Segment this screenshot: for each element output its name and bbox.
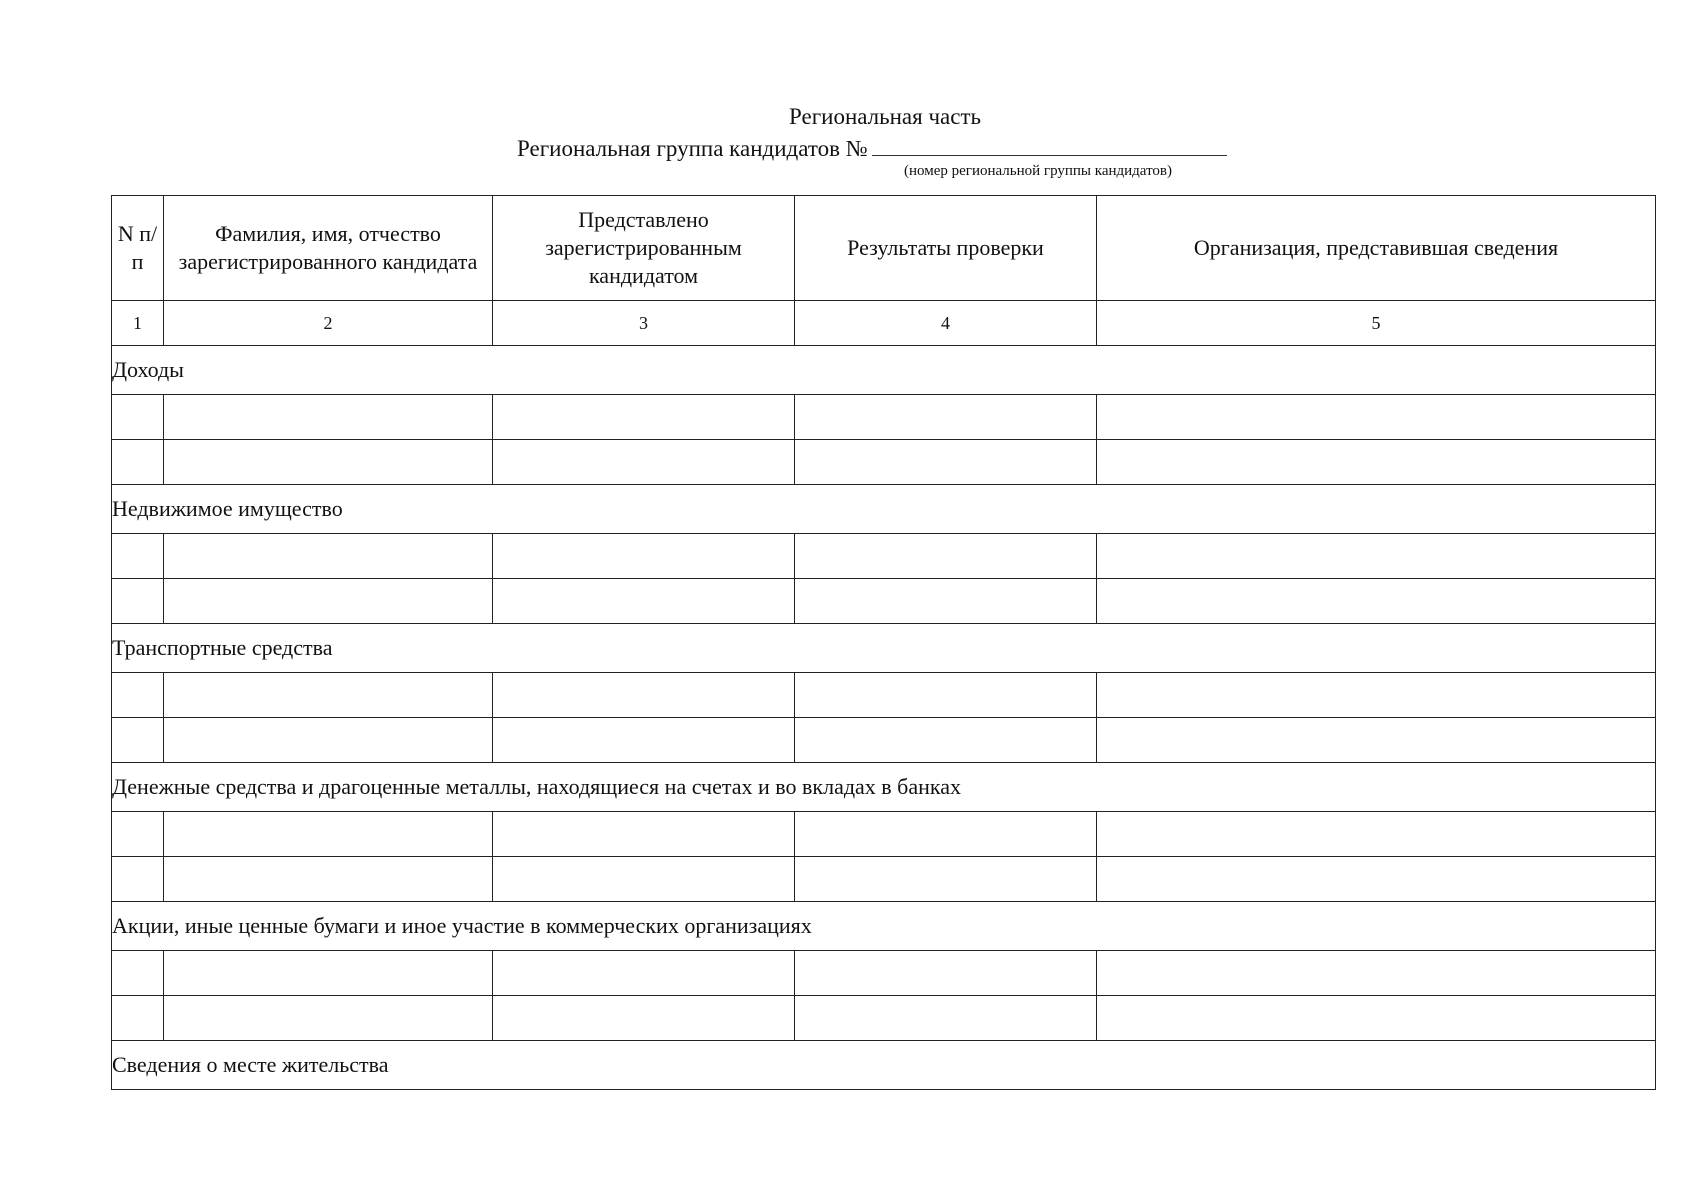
document-title: Региональная часть bbox=[789, 104, 981, 129]
blank-cell[interactable] bbox=[112, 857, 164, 902]
blank-cell[interactable] bbox=[795, 718, 1097, 763]
blank-cell[interactable] bbox=[112, 440, 164, 485]
blank-row bbox=[112, 951, 1656, 996]
blank-row bbox=[112, 395, 1656, 440]
col-header-number: N п/п bbox=[112, 196, 164, 301]
section-label: Транспортные средства bbox=[112, 624, 1656, 673]
section-row-real-estate bbox=[112, 485, 1656, 534]
blank-row bbox=[112, 673, 1656, 718]
group-number-line bbox=[517, 133, 1227, 163]
section-row-vehicles bbox=[112, 624, 1656, 673]
col-number: 2 bbox=[164, 301, 493, 346]
blank-cell[interactable] bbox=[1097, 857, 1656, 902]
section-label: Сведения о месте жительства bbox=[112, 1041, 1656, 1090]
blank-row bbox=[112, 812, 1656, 857]
col-number: 5 bbox=[1097, 301, 1656, 346]
blank-cell[interactable] bbox=[112, 718, 164, 763]
blank-cell[interactable] bbox=[795, 395, 1097, 440]
blank-cell[interactable] bbox=[164, 579, 493, 624]
blank-cell[interactable] bbox=[164, 718, 493, 763]
blank-cell[interactable] bbox=[112, 534, 164, 579]
blank-row bbox=[112, 579, 1656, 624]
blank-cell[interactable] bbox=[112, 673, 164, 718]
section-row-residence bbox=[112, 1041, 1656, 1090]
blank-cell[interactable] bbox=[112, 951, 164, 996]
section-label: Акции, иные ценные бумаги и иное участие в коммерческих организациях bbox=[112, 902, 1656, 951]
blank-cell[interactable] bbox=[493, 718, 795, 763]
col-header-results: Результаты проверки bbox=[795, 196, 1097, 301]
blank-row bbox=[112, 857, 1656, 902]
blank-cell[interactable] bbox=[1097, 673, 1656, 718]
blank-cell[interactable] bbox=[795, 951, 1097, 996]
section-label: Доходы bbox=[112, 346, 1656, 395]
section-row-income bbox=[112, 346, 1656, 395]
blank-cell[interactable] bbox=[493, 579, 795, 624]
blank-cell[interactable] bbox=[112, 395, 164, 440]
blank-row bbox=[112, 996, 1656, 1041]
blank-cell[interactable] bbox=[493, 951, 795, 996]
blank-cell[interactable] bbox=[1097, 395, 1656, 440]
blank-cell[interactable] bbox=[164, 440, 493, 485]
header-row bbox=[112, 196, 1656, 301]
blank-cell[interactable] bbox=[164, 951, 493, 996]
verification-table bbox=[111, 195, 1656, 1090]
blank-cell[interactable] bbox=[164, 996, 493, 1041]
blank-row bbox=[112, 534, 1656, 579]
blank-cell[interactable] bbox=[493, 440, 795, 485]
blank-cell[interactable] bbox=[112, 812, 164, 857]
blank-cell[interactable] bbox=[1097, 996, 1656, 1041]
col-number: 1 bbox=[112, 301, 164, 346]
blank-cell[interactable] bbox=[1097, 440, 1656, 485]
blank-cell[interactable] bbox=[493, 673, 795, 718]
section-row-bank-funds bbox=[112, 763, 1656, 812]
blank-cell[interactable] bbox=[1097, 534, 1656, 579]
blank-cell[interactable] bbox=[493, 996, 795, 1041]
col-number: 4 bbox=[795, 301, 1097, 346]
blank-cell[interactable] bbox=[795, 440, 1097, 485]
blank-cell[interactable] bbox=[112, 579, 164, 624]
col-header-organization: Организация, представившая сведения bbox=[1097, 196, 1656, 301]
blank-cell[interactable] bbox=[795, 812, 1097, 857]
blank-cell[interactable] bbox=[795, 534, 1097, 579]
blank-cell[interactable] bbox=[164, 395, 493, 440]
blank-cell[interactable] bbox=[493, 534, 795, 579]
blank-cell[interactable] bbox=[493, 395, 795, 440]
blank-cell[interactable] bbox=[164, 812, 493, 857]
blank-cell[interactable] bbox=[493, 812, 795, 857]
group-number-blank bbox=[872, 133, 1227, 156]
blank-cell[interactable] bbox=[1097, 579, 1656, 624]
blank-cell[interactable] bbox=[1097, 951, 1656, 996]
blank-cell[interactable] bbox=[112, 996, 164, 1041]
blank-cell[interactable] bbox=[795, 673, 1097, 718]
blank-cell[interactable] bbox=[1097, 718, 1656, 763]
blank-row bbox=[112, 718, 1656, 763]
blank-cell[interactable] bbox=[795, 996, 1097, 1041]
blank-cell[interactable] bbox=[795, 579, 1097, 624]
col-number: 3 bbox=[493, 301, 795, 346]
section-label: Недвижимое имущество bbox=[112, 485, 1656, 534]
group-number-caption: (номер региональной группы кандидатов) bbox=[904, 163, 1173, 179]
section-label: Денежные средства и драгоценные металлы, находящиеся на счетах и во вкладах в банках bbox=[112, 763, 1656, 812]
col-header-name: Фамилия, имя, отчество зарегистрированного кандидата bbox=[164, 196, 493, 301]
blank-cell[interactable] bbox=[795, 857, 1097, 902]
blank-cell[interactable] bbox=[164, 673, 493, 718]
col-header-submitted: Представлено зарегистрированным кандидатом bbox=[493, 196, 795, 301]
blank-cell[interactable] bbox=[1097, 812, 1656, 857]
blank-row bbox=[112, 440, 1656, 485]
blank-cell[interactable] bbox=[164, 857, 493, 902]
section-row-securities bbox=[112, 902, 1656, 951]
column-number-row bbox=[112, 301, 1656, 346]
group-number-label: Региональная группа кандидатов № bbox=[517, 136, 868, 161]
blank-cell[interactable] bbox=[493, 857, 795, 902]
blank-cell[interactable] bbox=[164, 534, 493, 579]
